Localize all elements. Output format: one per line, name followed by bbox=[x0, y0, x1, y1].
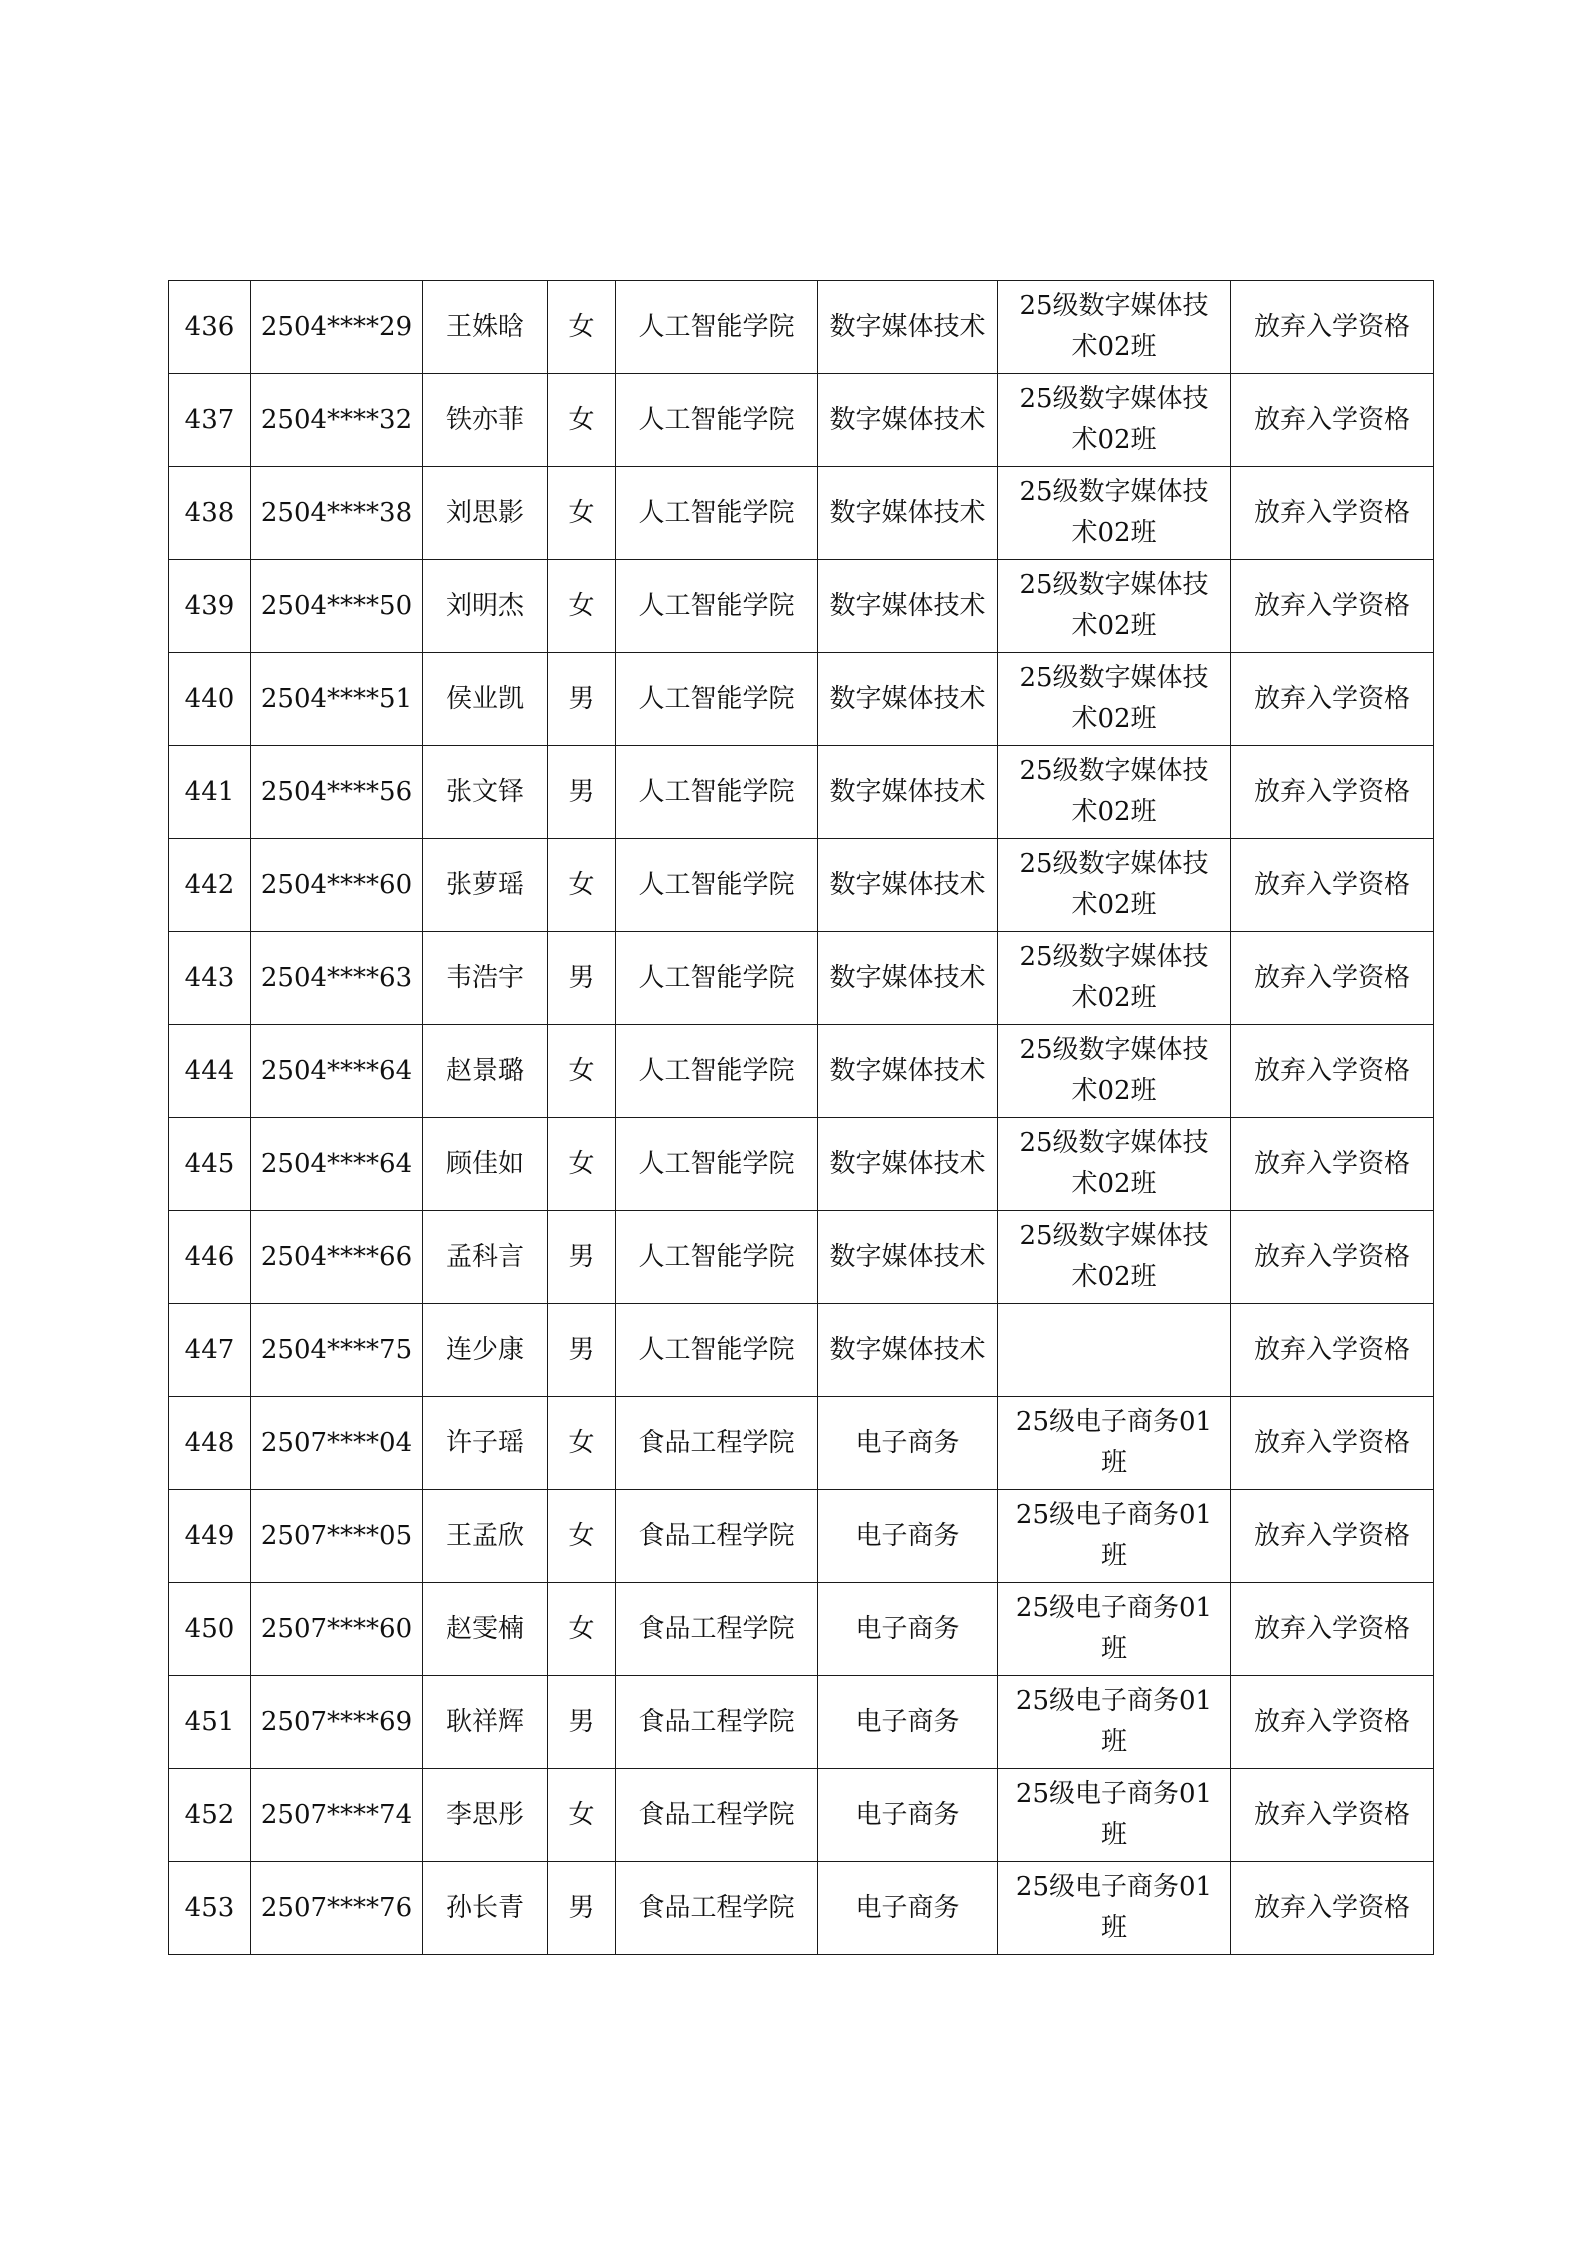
cell-class: 25级电子商务01班 bbox=[998, 1583, 1231, 1676]
cell-gender: 男 bbox=[548, 1304, 616, 1397]
cell-gender: 男 bbox=[548, 653, 616, 746]
cell-name: 耿祥辉 bbox=[423, 1676, 548, 1769]
table-row bbox=[169, 1583, 1434, 1676]
cell-major: 电子商务 bbox=[818, 1397, 998, 1490]
cell-index: 441 bbox=[169, 746, 251, 839]
cell-major: 数字媒体技术 bbox=[818, 1025, 998, 1118]
cell-student-id: 2507****05 bbox=[251, 1490, 423, 1583]
cell-college: 人工智能学院 bbox=[616, 1211, 818, 1304]
table-row bbox=[169, 1211, 1434, 1304]
table-body bbox=[169, 281, 1434, 1955]
cell-class: 25级电子商务01班 bbox=[998, 1676, 1231, 1769]
cell-index: 442 bbox=[169, 839, 251, 932]
cell-name: 连少康 bbox=[423, 1304, 548, 1397]
cell-name: 赵雯楠 bbox=[423, 1583, 548, 1676]
cell-index: 453 bbox=[169, 1862, 251, 1955]
cell-gender: 女 bbox=[548, 560, 616, 653]
cell-college: 食品工程学院 bbox=[616, 1490, 818, 1583]
table-row bbox=[169, 932, 1434, 1025]
cell-class: 25级数字媒体技术02班 bbox=[998, 281, 1231, 374]
cell-status: 放弃入学资格 bbox=[1231, 1490, 1434, 1583]
cell-class bbox=[998, 1304, 1231, 1397]
cell-college: 人工智能学院 bbox=[616, 746, 818, 839]
cell-status: 放弃入学资格 bbox=[1231, 746, 1434, 839]
cell-index: 449 bbox=[169, 1490, 251, 1583]
cell-major: 电子商务 bbox=[818, 1862, 998, 1955]
cell-gender: 女 bbox=[548, 1118, 616, 1211]
cell-gender: 女 bbox=[548, 281, 616, 374]
cell-status: 放弃入学资格 bbox=[1231, 653, 1434, 746]
cell-index: 445 bbox=[169, 1118, 251, 1211]
cell-gender: 女 bbox=[548, 839, 616, 932]
cell-major: 数字媒体技术 bbox=[818, 467, 998, 560]
table-row bbox=[169, 839, 1434, 932]
cell-index: 452 bbox=[169, 1769, 251, 1862]
table-row bbox=[169, 1769, 1434, 1862]
cell-name: 铁亦菲 bbox=[423, 374, 548, 467]
cell-major: 数字媒体技术 bbox=[818, 1118, 998, 1211]
cell-gender: 男 bbox=[548, 1862, 616, 1955]
cell-student-id: 2504****64 bbox=[251, 1118, 423, 1211]
cell-status: 放弃入学资格 bbox=[1231, 467, 1434, 560]
cell-name: 张萝瑶 bbox=[423, 839, 548, 932]
cell-college: 食品工程学院 bbox=[616, 1862, 818, 1955]
cell-index: 444 bbox=[169, 1025, 251, 1118]
cell-college: 人工智能学院 bbox=[616, 467, 818, 560]
cell-name: 刘思影 bbox=[423, 467, 548, 560]
cell-index: 436 bbox=[169, 281, 251, 374]
student-table bbox=[168, 280, 1434, 1955]
cell-status: 放弃入学资格 bbox=[1231, 374, 1434, 467]
cell-student-id: 2504****75 bbox=[251, 1304, 423, 1397]
cell-status: 放弃入学资格 bbox=[1231, 1025, 1434, 1118]
cell-index: 446 bbox=[169, 1211, 251, 1304]
cell-major: 数字媒体技术 bbox=[818, 839, 998, 932]
cell-index: 451 bbox=[169, 1676, 251, 1769]
cell-name: 孟科言 bbox=[423, 1211, 548, 1304]
cell-index: 448 bbox=[169, 1397, 251, 1490]
cell-major: 数字媒体技术 bbox=[818, 746, 998, 839]
cell-status: 放弃入学资格 bbox=[1231, 1676, 1434, 1769]
table-row bbox=[169, 281, 1434, 374]
cell-class: 25级数字媒体技术02班 bbox=[998, 1025, 1231, 1118]
cell-student-id: 2504****63 bbox=[251, 932, 423, 1025]
cell-class: 25级数字媒体技术02班 bbox=[998, 467, 1231, 560]
table-row bbox=[169, 1025, 1434, 1118]
cell-student-id: 2507****76 bbox=[251, 1862, 423, 1955]
cell-major: 数字媒体技术 bbox=[818, 374, 998, 467]
cell-index: 450 bbox=[169, 1583, 251, 1676]
cell-name: 顾佳如 bbox=[423, 1118, 548, 1211]
cell-status: 放弃入学资格 bbox=[1231, 1118, 1434, 1211]
cell-name: 王姝晗 bbox=[423, 281, 548, 374]
cell-class: 25级数字媒体技术02班 bbox=[998, 932, 1231, 1025]
cell-major: 数字媒体技术 bbox=[818, 1211, 998, 1304]
cell-gender: 女 bbox=[548, 1397, 616, 1490]
cell-class: 25级电子商务01班 bbox=[998, 1397, 1231, 1490]
cell-gender: 男 bbox=[548, 1211, 616, 1304]
cell-status: 放弃入学资格 bbox=[1231, 281, 1434, 374]
cell-gender: 男 bbox=[548, 746, 616, 839]
cell-college: 人工智能学院 bbox=[616, 560, 818, 653]
cell-status: 放弃入学资格 bbox=[1231, 1397, 1434, 1490]
cell-name: 侯业凯 bbox=[423, 653, 548, 746]
cell-index: 437 bbox=[169, 374, 251, 467]
cell-name: 许子瑶 bbox=[423, 1397, 548, 1490]
cell-student-id: 2507****69 bbox=[251, 1676, 423, 1769]
cell-student-id: 2504****64 bbox=[251, 1025, 423, 1118]
cell-student-id: 2507****04 bbox=[251, 1397, 423, 1490]
cell-student-id: 2504****50 bbox=[251, 560, 423, 653]
cell-status: 放弃入学资格 bbox=[1231, 1304, 1434, 1397]
cell-college: 人工智能学院 bbox=[616, 653, 818, 746]
cell-class: 25级数字媒体技术02班 bbox=[998, 746, 1231, 839]
table-row bbox=[169, 746, 1434, 839]
cell-name: 刘明杰 bbox=[423, 560, 548, 653]
document-page bbox=[168, 280, 1434, 1955]
cell-status: 放弃入学资格 bbox=[1231, 932, 1434, 1025]
table-row bbox=[169, 1490, 1434, 1583]
cell-status: 放弃入学资格 bbox=[1231, 1211, 1434, 1304]
cell-status: 放弃入学资格 bbox=[1231, 1862, 1434, 1955]
cell-college: 人工智能学院 bbox=[616, 374, 818, 467]
cell-status: 放弃入学资格 bbox=[1231, 560, 1434, 653]
cell-gender: 女 bbox=[548, 1769, 616, 1862]
cell-student-id: 2504****66 bbox=[251, 1211, 423, 1304]
cell-college: 食品工程学院 bbox=[616, 1769, 818, 1862]
cell-gender: 女 bbox=[548, 1490, 616, 1583]
cell-college: 人工智能学院 bbox=[616, 839, 818, 932]
cell-name: 赵景璐 bbox=[423, 1025, 548, 1118]
cell-major: 电子商务 bbox=[818, 1490, 998, 1583]
cell-major: 数字媒体技术 bbox=[818, 281, 998, 374]
cell-student-id: 2507****74 bbox=[251, 1769, 423, 1862]
table-row bbox=[169, 374, 1434, 467]
cell-class: 25级数字媒体技术02班 bbox=[998, 653, 1231, 746]
cell-college: 食品工程学院 bbox=[616, 1397, 818, 1490]
cell-student-id: 2504****51 bbox=[251, 653, 423, 746]
cell-index: 447 bbox=[169, 1304, 251, 1397]
cell-major: 数字媒体技术 bbox=[818, 560, 998, 653]
cell-name: 张文铎 bbox=[423, 746, 548, 839]
cell-college: 人工智能学院 bbox=[616, 281, 818, 374]
table-row bbox=[169, 1304, 1434, 1397]
cell-gender: 男 bbox=[548, 932, 616, 1025]
cell-index: 443 bbox=[169, 932, 251, 1025]
table-row bbox=[169, 1397, 1434, 1490]
cell-student-id: 2504****60 bbox=[251, 839, 423, 932]
cell-name: 韦浩宇 bbox=[423, 932, 548, 1025]
table-row bbox=[169, 653, 1434, 746]
cell-major: 数字媒体技术 bbox=[818, 1304, 998, 1397]
cell-college: 人工智能学院 bbox=[616, 932, 818, 1025]
cell-student-id: 2504****32 bbox=[251, 374, 423, 467]
cell-name: 孙长青 bbox=[423, 1862, 548, 1955]
cell-student-id: 2504****29 bbox=[251, 281, 423, 374]
cell-class: 25级数字媒体技术02班 bbox=[998, 839, 1231, 932]
cell-class: 25级电子商务01班 bbox=[998, 1490, 1231, 1583]
cell-status: 放弃入学资格 bbox=[1231, 1583, 1434, 1676]
cell-major: 数字媒体技术 bbox=[818, 932, 998, 1025]
cell-status: 放弃入学资格 bbox=[1231, 1769, 1434, 1862]
cell-class: 25级数字媒体技术02班 bbox=[998, 374, 1231, 467]
cell-gender: 女 bbox=[548, 467, 616, 560]
cell-class: 25级数字媒体技术02班 bbox=[998, 1211, 1231, 1304]
cell-index: 438 bbox=[169, 467, 251, 560]
table-row bbox=[169, 560, 1434, 653]
cell-class: 25级电子商务01班 bbox=[998, 1862, 1231, 1955]
table-row bbox=[169, 467, 1434, 560]
table-row bbox=[169, 1118, 1434, 1211]
cell-status: 放弃入学资格 bbox=[1231, 839, 1434, 932]
cell-major: 电子商务 bbox=[818, 1583, 998, 1676]
cell-college: 人工智能学院 bbox=[616, 1118, 818, 1211]
cell-major: 电子商务 bbox=[818, 1769, 998, 1862]
table-row bbox=[169, 1676, 1434, 1769]
cell-college: 人工智能学院 bbox=[616, 1304, 818, 1397]
cell-name: 李思彤 bbox=[423, 1769, 548, 1862]
cell-college: 人工智能学院 bbox=[616, 1025, 818, 1118]
cell-gender: 女 bbox=[548, 1025, 616, 1118]
cell-student-id: 2504****38 bbox=[251, 467, 423, 560]
cell-gender: 女 bbox=[548, 1583, 616, 1676]
cell-college: 食品工程学院 bbox=[616, 1676, 818, 1769]
cell-index: 440 bbox=[169, 653, 251, 746]
cell-index: 439 bbox=[169, 560, 251, 653]
table-row bbox=[169, 1862, 1434, 1955]
cell-gender: 男 bbox=[548, 1676, 616, 1769]
cell-college: 食品工程学院 bbox=[616, 1583, 818, 1676]
cell-gender: 女 bbox=[548, 374, 616, 467]
cell-class: 25级电子商务01班 bbox=[998, 1769, 1231, 1862]
cell-student-id: 2507****60 bbox=[251, 1583, 423, 1676]
cell-class: 25级数字媒体技术02班 bbox=[998, 560, 1231, 653]
cell-major: 数字媒体技术 bbox=[818, 653, 998, 746]
cell-major: 电子商务 bbox=[818, 1676, 998, 1769]
cell-class: 25级数字媒体技术02班 bbox=[998, 1118, 1231, 1211]
cell-name: 王孟欣 bbox=[423, 1490, 548, 1583]
cell-student-id: 2504****56 bbox=[251, 746, 423, 839]
